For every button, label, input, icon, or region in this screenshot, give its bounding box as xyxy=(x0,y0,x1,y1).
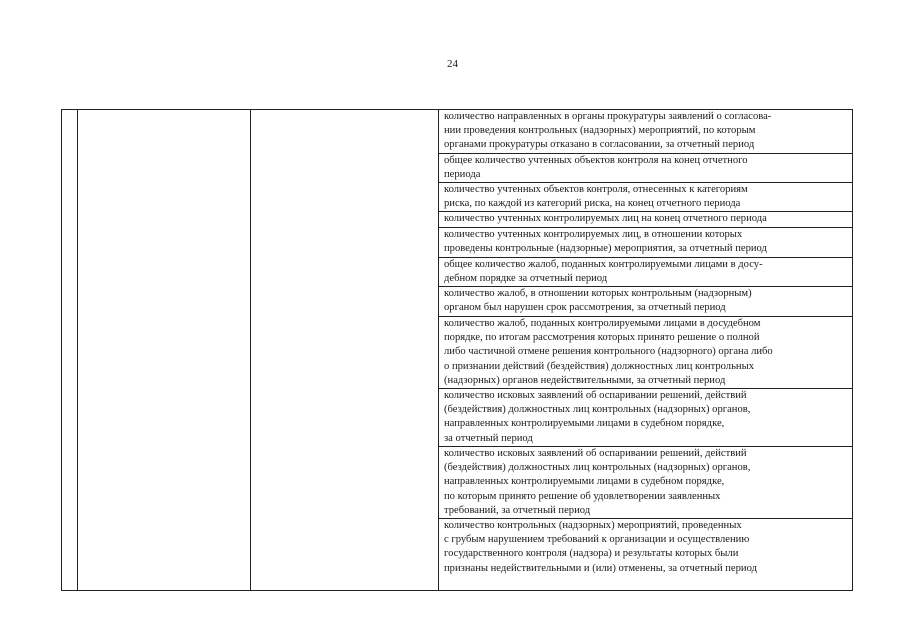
row-text: количество направленных в органы прокуратуры заявлений о согласова- нии проведения контрольных (надзорных) мероприятий, по которым органами прокуратуры отказано в согласовании, за отчетный период xyxy=(444,111,772,151)
column-divider xyxy=(250,110,251,590)
indicator-table xyxy=(61,109,853,591)
table-row xyxy=(439,287,852,317)
table-row xyxy=(439,389,852,447)
table-row xyxy=(439,519,852,592)
row-text: количество учтенных контролируемых лиц на конец отчетного периода xyxy=(444,213,767,224)
row-text: количество исковых заявлений об оспаривании решений, действий (бездействия) должностных лиц контрольных (надзорных) органов, направленных контролируемыми лицами в судебном порядке, за отчетный период xyxy=(444,390,751,444)
table-row xyxy=(439,258,852,287)
row-text: количество жалоб, поданных контролируемыми лицами в досудебном порядке, по итогам рассмотрения которых принято решение о полной либо частичной отмене решения контрольного (надзорного) органа либо о признании действий (бездействия) должностных лиц контрольных (надзорных) органов недействительными, за отчетный период xyxy=(444,318,773,386)
row-text: количество контрольных (надзорных) мероприятий, проведенных с грубым нарушением требований к организации и осуществлению государственного контроля (надзора) и результаты которых были признаны недействительными и (или) отменены, за отчетный период xyxy=(444,520,757,574)
table-row xyxy=(439,212,852,228)
table-row xyxy=(439,110,852,154)
row-text: общее количество учтенных объектов контроля на конец отчетного периода xyxy=(444,155,748,181)
page-number: 24 xyxy=(447,58,458,70)
row-text: общее количество жалоб, поданных контролируемыми лицами в досу- дебном порядке за отчетный период xyxy=(444,259,763,285)
indicator-column xyxy=(439,110,852,590)
row-text: количество учтенных объектов контроля, отнесенных к категориям риска, по каждой из категорий риска, на конец отчетного периода xyxy=(444,184,748,210)
table-row xyxy=(439,447,852,519)
table-row xyxy=(439,228,852,258)
row-text: количество учтенных контролируемых лиц, в отношении которых проведены контрольные (надзорные) мероприятия, за отчетный период xyxy=(444,229,767,255)
table-row xyxy=(439,154,852,183)
table-row xyxy=(439,317,852,389)
row-text: количество исковых заявлений об оспаривании решений, действий (бездействия) должностных лиц контрольных (надзорных) органов, направленных контролируемыми лицами в судебном порядке, по которым принято решение об удовлетворении заявленных требований, за отчетный период xyxy=(444,448,751,516)
row-text: количество жалоб, в отношении которых контрольным (надзорным) органом был нарушен срок рассмотрения, за отчетный период xyxy=(444,288,752,314)
column-divider xyxy=(77,110,78,590)
table-row xyxy=(439,183,852,212)
